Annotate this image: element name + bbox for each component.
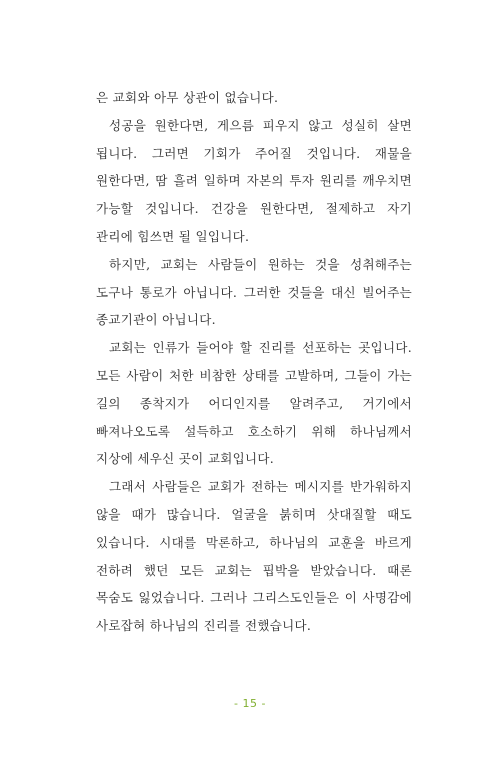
paragraph-continuation: 은 교회와 아무 상관이 없습니다. [96,90,279,105]
paragraph-success: 성공을 원한다면, 게으름 피우지 않고 성실히 살면 됩니다. 그러면 기회가 주어질 것입니다. 재물을 원한다면, 땀 흘려 일하며 자본의 투자 원리를 깨우치면 가능할 것입니다. 건강을 원한다면, 절제하고 자기 관리에 힘쓰면 될 일입니다. [96,117,412,244]
body-text [96,84,412,640]
paragraph-church-truth: 교회는 인류가 들어야 할 진리를 선포하는 곳입니다. 모든 사람이 처한 비참한 상태를 고발하며, 그들이 가는 길의 종착지가 어디인지를 알려주고, 거기에서 빠져나오도록 설득하고 호소하기 위해 하나님께서 지상에 세우신 곳이 교회입니다. [96,340,412,467]
paragraph-persecution: 그래서 사람들은 교회가 전하는 메시지를 반가워하지 않을 때가 많습니다. 얼굴을 붉히며 삿대질할 때도 있습니다. 시대를 막론하고, 하나님의 교훈을 바르게 전하려 했던 모든 교회는 핍박을 받았습니다. 때론 목숨도 잃었습니다. 그러나 그리스도인들은 이 사명감에 사로잡혀 하나님의 진리를 전했습니다. [96,479,412,634]
page-number: - 15 - [234,697,266,710]
paragraph-church-not-tool: 하지만, 교회는 사람들이 원하는 것을 성취해주는 도구나 통로가 아닙니다. 그러한 것들을 대신 빌어주는 종교기관이 아닙니다. [96,256,412,328]
